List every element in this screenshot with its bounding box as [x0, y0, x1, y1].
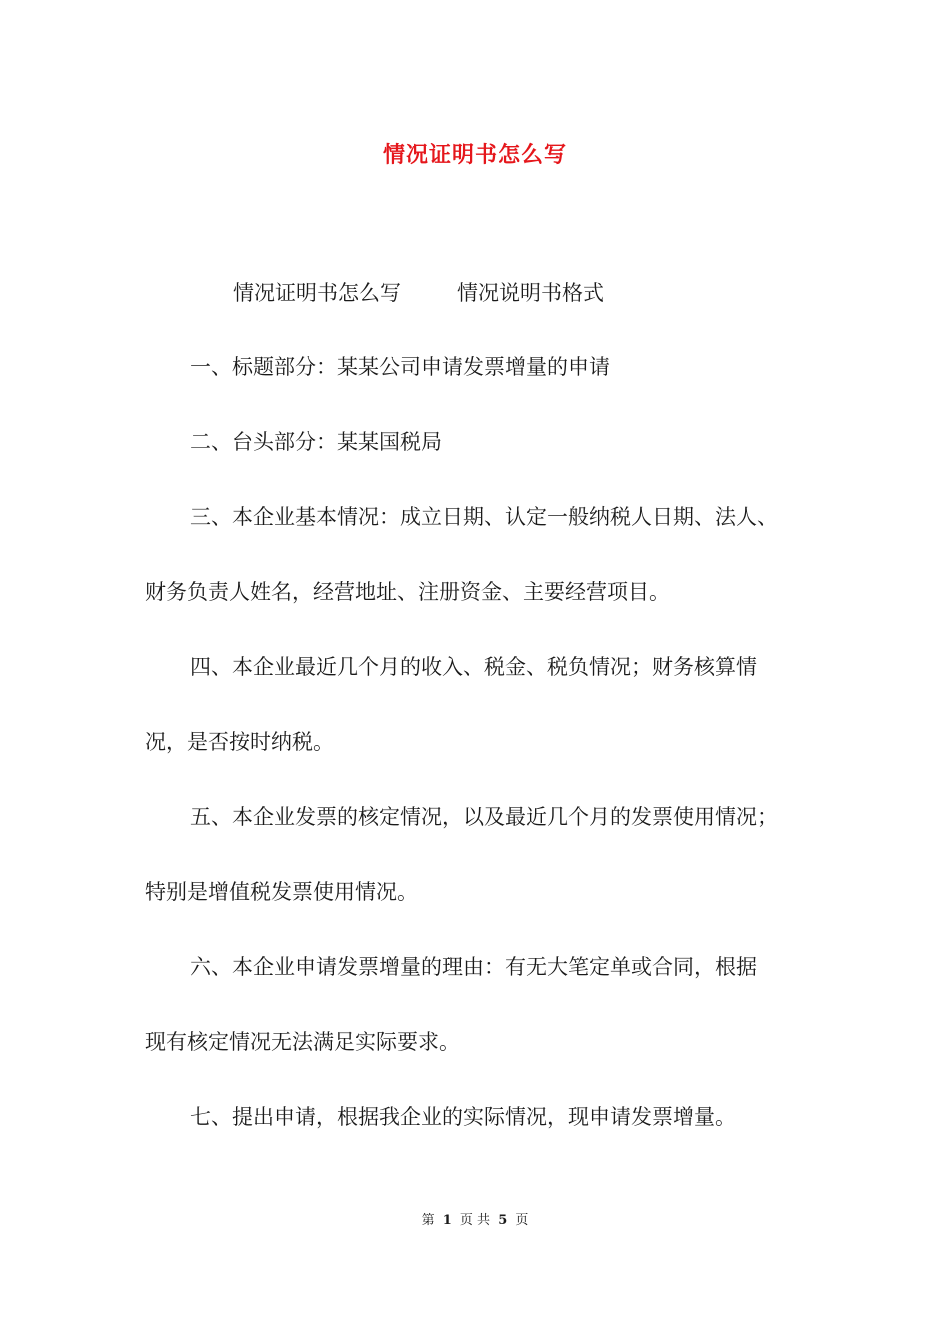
body-line-10: 现有核定情况无法满足实际要求。 — [145, 1030, 460, 1054]
footer-middle: 页 共 — [459, 1213, 491, 1228]
body-line-7: 五、本企业发票的核定情况，以及最近几个月的发票使用情况； — [190, 805, 778, 829]
footer-total-pages: 5 — [498, 1213, 508, 1228]
footer-prefix: 第 — [421, 1213, 435, 1228]
body-line-6: 况，是否按时纳税。 — [145, 730, 334, 754]
body-line-1: 一、标题部分：某某公司申请发票增量的申请 — [190, 355, 610, 379]
body-line-8: 特别是增值税发票使用情况。 — [145, 880, 418, 904]
subtitle-left: 情况证明书怎么写 — [233, 281, 401, 305]
body-line-5: 四、本企业最近几个月的收入、税金、税负情况；财务核算情 — [190, 655, 757, 679]
body-line-11: 七、提出申请，根据我企业的实际情况，现申请发票增量。 — [190, 1105, 736, 1129]
body-line-9: 六、本企业申请发票增量的理由：有无大笔定单或合同，根据 — [190, 955, 757, 979]
body-line-3: 三、本企业基本情况：成立日期、认定一般纳税人日期、法人、 — [190, 505, 778, 529]
subtitle-right: 情况说明书格式 — [457, 281, 604, 305]
body-line-4: 财务负责人姓名，经营地址、注册资金、主要经营项目。 — [145, 580, 670, 604]
footer-current-page: 1 — [442, 1213, 452, 1228]
footer-suffix: 页 — [515, 1213, 529, 1228]
document-title: 情况证明书怎么写 — [382, 142, 567, 168]
body-line-2: 二、台头部分：某某国税局 — [190, 430, 442, 454]
page-footer — [0, 1209, 950, 1228]
